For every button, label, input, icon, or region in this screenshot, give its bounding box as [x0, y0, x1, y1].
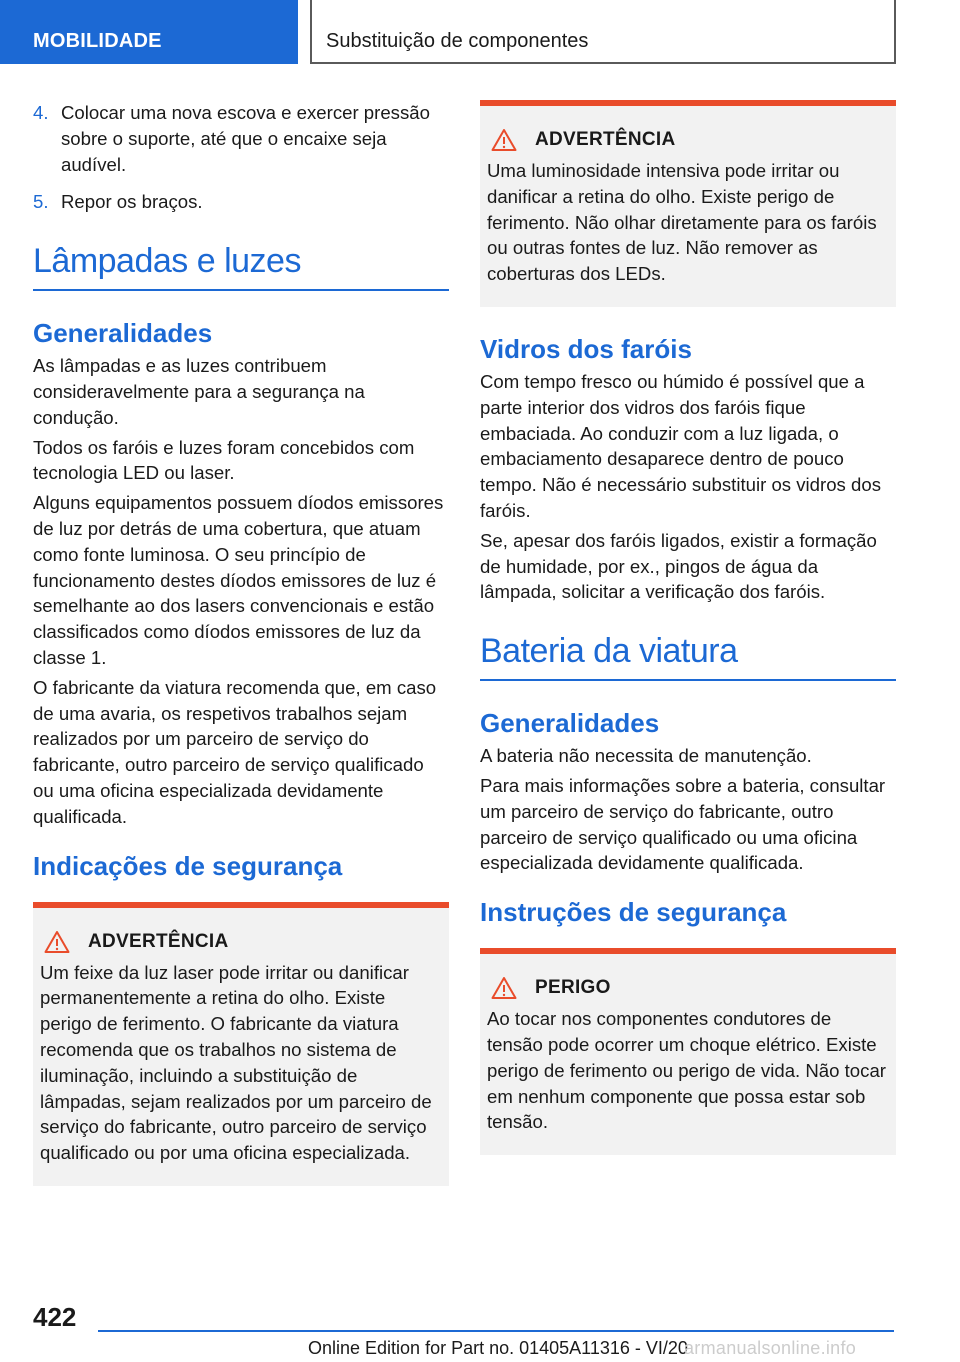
warning-triangle-icon — [491, 976, 517, 1000]
danger-header — [487, 976, 888, 1000]
subheading-safety: Indicações de segurança — [33, 850, 343, 881]
subheading-battery-general: Generalidades — [480, 708, 660, 739]
subheading-safety-instructions: Instruções de segurança — [480, 897, 787, 928]
danger-title: PERIGO — [535, 977, 611, 999]
chapter-title: Substituição de componentes — [326, 30, 589, 52]
step-text: Repor os braços. — [61, 191, 203, 213]
warning-title: ADVERTÊNCIA — [535, 129, 676, 150]
danger-text: Ao tocar nos componentes condutores de tensão pode ocorrer um choque elétrico. Existe perigo de ferimento ou perigo de vida. Não tocar em nenhum componente que possa estar sob tensão. — [487, 1008, 886, 1133]
warning-header — [40, 930, 441, 954]
step-list — [33, 100, 449, 215]
list-item — [33, 100, 449, 177]
subheading-general: Generalidades — [33, 318, 213, 349]
subheading-headlight-glass: Vidros dos faróis — [480, 333, 692, 364]
danger-box-electric — [480, 948, 896, 1155]
section-tab[interactable] — [0, 0, 298, 64]
section-heading-lamps: Lâmpadas e luzes — [33, 241, 449, 291]
list-item — [33, 189, 449, 215]
left-column — [33, 100, 449, 1214]
paragraph: A bateria não necessita de manutenção. — [480, 745, 812, 767]
warning-triangle-icon — [491, 128, 517, 152]
section-heading-battery: Bateria da viatura — [480, 631, 896, 681]
section-label: MOBILIDADE — [33, 30, 162, 52]
paragraph: Para mais informações sobre a bateria, consultar um parceiro de serviço do fabricante, outro parceiro de serviço qualificado ou uma oficina especializada devidamente qualificada. — [480, 774, 886, 874]
step-text: Colocar uma nova escova e exercer pressão sobre o suporte, até que o encaixe seja audível. — [61, 102, 430, 175]
warning-box-luminosity — [480, 100, 896, 307]
warning-text: Um feixe da luz laser pode irritar ou danificar permanentemente a retina do olho. Existe perigo de ferimento. O fabricante da viatura recomenda que os trabalhos no sistema de iluminação, incluindo a substituição de lâmpadas, sejam realizados por um parceiro de serviço do fabricante, outro parceiro de serviço qualificado ou por uma oficina especializada. — [40, 961, 432, 1164]
warning-text: Uma luminosidade intensiva pode irritar ou danificar a retina do olho. Existe perigo de ferimento. Não olhar diretamente para os faróis ou outras fontes de luz. Não remover as coberturas dos LEDs. — [487, 160, 877, 285]
step-number: 4. — [33, 102, 49, 123]
chapter-header — [310, 0, 896, 64]
warning-box-laser — [33, 902, 449, 1186]
paragraph: O fabricante da viatura recomenda que, em caso de uma avaria, os respetivos trabalhos sejam realizados por um parceiro de serviço do fabricante, outro parceiro de serviço qualificado ou uma oficina especializada devidamente qualificada. — [33, 676, 437, 827]
paragraph: Se, apesar dos faróis ligados, existir a formação de humidade, por ex., pingos de água da lâmpada, solicitar a verificação dos faróis. — [480, 529, 877, 603]
footer-edition: Online Edition for Part no. 01405A11316 - VI/20 — [308, 1338, 688, 1358]
warning-header — [487, 128, 888, 152]
paragraph: Alguns equipamentos possuem díodos emissores de luz por detrás de uma cobertura, que atuam como fonte luminosa. O seu princípio de funcionamento destes díodos emissores de luz é semelhante ao dos lasers convencionais e estão classificados como díodos emissores de luz da classe 1. — [33, 492, 444, 668]
warning-triangle-icon — [44, 930, 70, 954]
paragraph: As lâmpadas e as luzes contribuem consideravelmente para a segurança na condução. — [33, 355, 365, 428]
watermark: armanualsonline.info — [684, 1338, 857, 1358]
right-column — [480, 100, 896, 1183]
step-number: 5. — [33, 191, 49, 213]
page-number: 422 — [33, 1302, 77, 1332]
paragraph: Com tempo fresco ou húmido é possível que a parte interior dos vidros dos faróis fique embaciada. Ao conduzir com a luz ligada, o embaciamento desaparece dentro de pouco tempo. Não é necessário substituir os vidros dos faróis. — [480, 370, 881, 521]
footer-divider — [98, 1330, 894, 1332]
warning-title: ADVERTÊNCIA — [88, 930, 229, 952]
paragraph: Todos os faróis e luzes foram concebidos com tecnologia LED ou laser. — [33, 436, 415, 484]
